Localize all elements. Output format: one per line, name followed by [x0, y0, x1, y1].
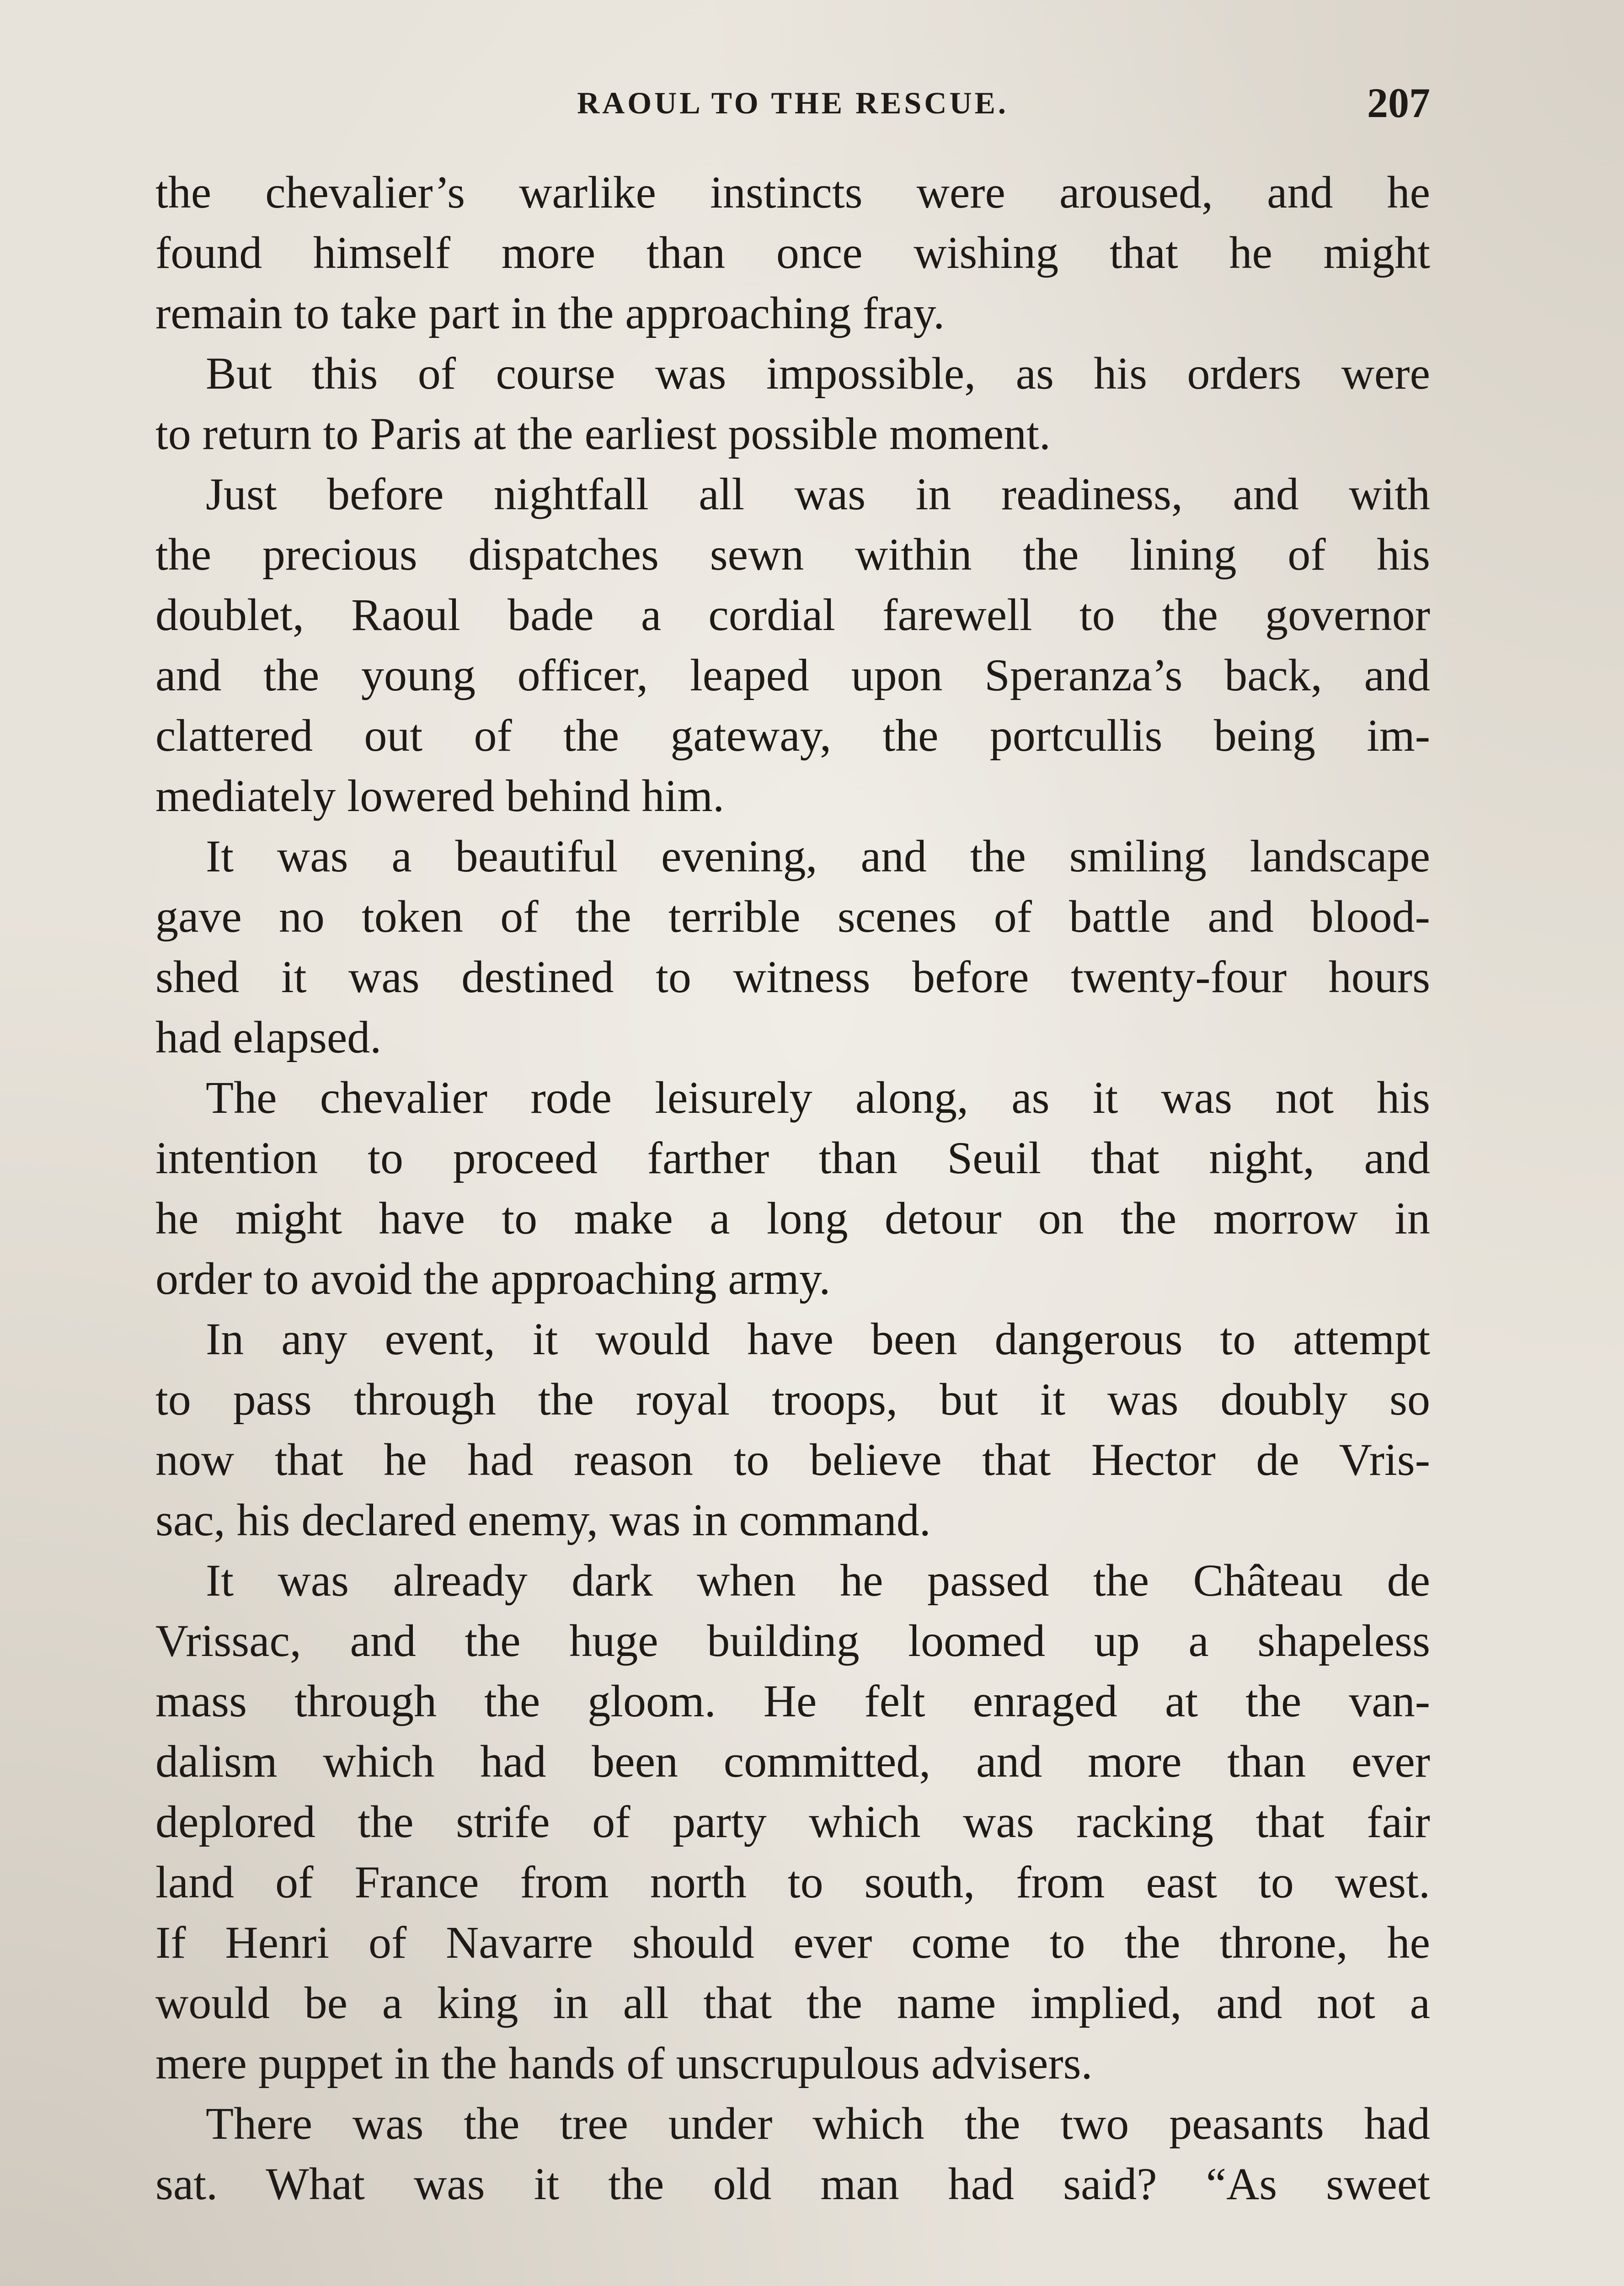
text-line: shed it was destined to witness before twenty-four hours: [155, 951, 1430, 1002]
text-line: doublet, Raoul bade a cordial farewell to the governor: [155, 589, 1430, 640]
text-line: land of France from north to south, from east to west.: [155, 1857, 1430, 1907]
text-line: gave no token of the terrible scenes of battle and blood-: [155, 891, 1430, 942]
text-line: In any event, it would have been dangerous to attempt: [206, 1314, 1430, 1364]
text-line: mediately lowered behind him.: [155, 770, 725, 821]
text-line: It was a beautiful evening, and the smiling landscape: [206, 831, 1430, 881]
text-line: Vrissac, and the huge building loomed up a shapeless: [155, 1615, 1430, 1666]
page-number: 207: [1367, 80, 1430, 126]
text-line: The chevalier rode leisurely along, as it was not his: [206, 1072, 1430, 1123]
text-line: he might have to make a long detour on the morrow in: [155, 1193, 1430, 1244]
text-line: order to avoid the approaching army.: [155, 1253, 831, 1304]
text-line: to return to Paris at the earliest possible moment.: [155, 408, 1051, 459]
body-text: [155, 162, 1430, 2214]
text-line: clattered out of the gateway, the portcullis being im-: [155, 710, 1430, 761]
text-line: deplored the strife of party which was racking that fair: [155, 1796, 1430, 1847]
text-line: intention to proceed farther than Seuil that night, and: [155, 1132, 1430, 1183]
text-line: to pass through the royal troops, but it was doubly so: [155, 1374, 1430, 1425]
text-line: mass through the gloom. He felt enraged at the van-: [155, 1676, 1430, 1726]
text-line: But this of course was impossible, as his orders were: [206, 348, 1430, 399]
text-line: mere puppet in the hands of unscrupulous advisers.: [155, 2038, 1093, 2088]
text-line: It was already dark when he passed the Château de: [206, 1555, 1430, 1606]
running-head: [155, 78, 1430, 128]
text-line: the precious dispatches sewn within the lining of his: [155, 529, 1430, 580]
text-line: would be a king in all that the name implied, and not a: [155, 1977, 1430, 2028]
text-line: found himself more than once wishing that he might: [155, 227, 1430, 278]
text-line: dalism which had been committed, and more than ever: [155, 1736, 1430, 1787]
text-line: Just before nightfall all was in readiness, and with: [206, 469, 1430, 519]
text-line: remain to take part in the approaching fray.: [155, 288, 945, 338]
text-line: There was the tree under which the two peasants had: [206, 2098, 1430, 2149]
text-line: sac, his declared enemy, was in command.: [155, 1495, 931, 1545]
text-line: now that he had reason to believe that Hector de Vris-: [155, 1434, 1430, 1485]
text-line: and the young officer, leaped upon Speranza’s back, and: [155, 650, 1430, 700]
running-title: RAOUL TO THE RESCUE.: [577, 85, 1009, 120]
text-line: the chevalier’s warlike instincts were aroused, and he: [155, 167, 1430, 218]
text-line: had elapsed.: [155, 1012, 382, 1063]
text-line: If Henri of Navarre should ever come to the throne, he: [155, 1917, 1430, 1968]
text-line: sat. What was it the old man had said? “As sweet: [155, 2158, 1430, 2209]
